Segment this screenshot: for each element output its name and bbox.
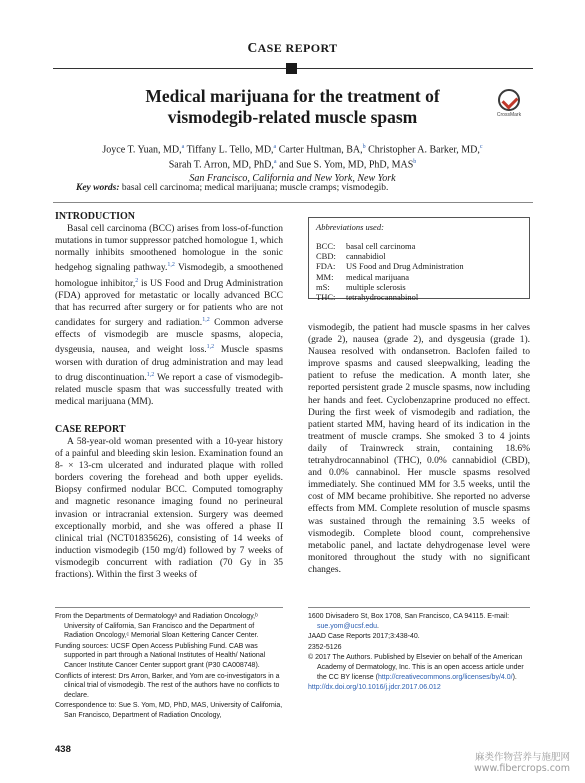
funding-note: Funding sources: UCSF Open Access Publishing Fund. CAB was supported in part through a National Institutes of Health/ National Cancer Institute Cancer Center support grant (P30 CA008748). — [55, 642, 266, 669]
footnote-rule-left — [55, 607, 283, 608]
affiliations-note: From the Departments of Dermatologyᵃ and Radiation Oncology,ᵇ University of California, San Francisco and the Department of Radiation Oncology,ᶜ Memorial Sloan Kettering Cancer Center. — [55, 613, 259, 640]
abbreviation-row: THC: tetrahydrocannabinol — [316, 292, 419, 303]
site-watermark: 麻类作物营养与施肥网 www.fibercrops.com — [473, 752, 570, 774]
author-location: San Francisco, California and New York, New York — [189, 172, 396, 184]
footnotes-right: 1600 Divisadero St, Box 1708, San Francisco, CA 94115. E-mail: sue.yom@ucsf.edu. JAAD Case Reports 2017;3:438-40. 2352-5126 © 2017 The Authors. Published by Elsevier on behalf of the American Academy of Dermatology, Inc. This is an open access article under the CC BY license (http://creativecommons.org/licenses/by/4.0/). http://dx.doi.org/10.1016/j.jdcr.2017.06.012 — [308, 612, 530, 694]
abbreviations-box: Abbreviations used: BCC: basal cell carcinoma CBD: cannabidiol FDA: US Food and Drug Administration MM: medical marijuana mS: multiple sclerosis THC: tetrahydrocannabinol — [308, 217, 530, 299]
abbreviation-row: CBD: cannabidiol — [316, 251, 386, 262]
keywords: Key words: basal cell carcinoma; medical marijuana; muscle cramps; vismodegib. — [76, 183, 389, 193]
abbreviation-row: mS: multiple sclerosis — [316, 281, 406, 292]
page-number: 438 — [55, 744, 71, 755]
conflicts-note: Conflicts of interest: Drs Arron, Barker, and Yom are co-investigators in a clinical trial of vismodegib. The rest of the authors have no conflicts to declare. — [55, 672, 280, 699]
issn: 2352-5126 — [308, 643, 342, 651]
correspondence-note: Correspondence to: Sue S. Yom, MD, PhD, MAS, University of California, San Francisco, Department of Radiation Oncology, — [55, 702, 283, 719]
journal-citation: JAAD Case Reports 2017;3:438-40. — [308, 633, 420, 641]
abbreviations-table — [316, 241, 464, 302]
doi-link[interactable]: http://dx.doi.org/10.1016/j.jdcr.2017.06.012 — [308, 684, 441, 692]
case-report-heading: CASE REPORT — [55, 424, 126, 435]
section-label: CASE REPORT — [247, 40, 338, 55]
abbreviation-row: FDA: US Food and Drug Administration — [316, 261, 464, 272]
email-link[interactable]: sue.yom@ucsf.edu — [317, 622, 378, 630]
abbreviation-row: BCC: basal cell carcinoma — [316, 241, 416, 251]
footnotes-left — [55, 612, 283, 722]
author-list: Joyce T. Yuan, MD,$^a$ Tiffany L. Tello, MD,$^a$ Carter Hultman, BA,$^b$ Christopher A. Barker, MD,$^c$ Sarah T. Arron, MD, PhD,$^a$ and Sue S. Yom, MD, PhD, MAS$^b$ San Francisco, California and New York, New York — [0, 141, 585, 185]
crossmark-label: CrossMark — [496, 112, 522, 118]
article-title: Medical marijuana for the treatment of vismodegib-related muscle spasm — [145, 86, 440, 127]
case-report-text: A 58-year-old woman presented with a 10-year history of a painful and bleeding skin lesion. Examination found an 8- × 13-cm ulcerated and indurated plaque with rolled borders covering the forehead and both upper eyelids. Biopsy confirmed nodular BCC. Computed tomography and magnetic resonance imaging found no perineural invasion or intracranial extension. Surgery was deemed exceptionally morbid, and she was offered a phase II clinical trial (NCT01835626), consisting of 14 weeks of induction vismodegib (150 mg/d) followed by 7 weeks of vismodegib concurrent with radiation (70 Gy in 35 fractions). Within the first 3 weeks of — [55, 437, 283, 581]
case-report-continued-text: vismodegib, the patient had muscle spasms in her calves (grade 2), nausea (grade 2), and dysgeusia (grade 1). Nausea resolved with ondansetron. Baclofen failed to improve spasms and caused sleepwalking, leading the patient to refuse the medication. A month later, she reported persistent grade 2 muscle spasms, now including her hands and feet. Cyclobenzaprine produced no effect. During the first week of vismodegib and radiation, the patient started MM, having heard of its indication in the treatment of muscle cramps. She smoked 3 to 4 joints daily of Trainwreck strain, containing 18.6% tetrahydrocannabinol (THC), 0.0% cannabidiol (CBD), and 0.0% cannabinol. Her muscle spasms resolved immediately. She continued MM for 3.5 weeks, until the cost of MM became prohibitive. She reported no adverse effects from MM. Complete resolution of muscle spasms was sustained through the remaining 3.5 weeks of vismodegib. Complete blood count, comprehensive metabolic panel, and lactate dehydrogenase level were monitored throughout the study with no significant changes. — [308, 323, 530, 575]
introduction-text: Basal cell carcinoma (BCC) arises from loss-of-function mutations in tumor suppressor patched homologue 1, which normally inhibits smoothened homologue in the sonic hedgehog signaling pathway.$^{1,2}$ Vismodegib, a smoothened homologue inhibitor,$^2$ is US Food and Drug Administration (FDA) approved for metastatic or locally advanced BCC that has recurred after surgery or for patients who are not candidates for surgery and radiation.$^{1,2}$ Common adverse effects of vismodegib are muscle spasms, alopecia, dysgeusia, nausea, and weight loss.$^{1,2}$ Muscle spasms worsen with duration of drug administration and may lead to drug discontinuation.$^{1,2}$ We report a case of vismodegib-related muscle spasm that was successfully treated with medical marijuana (MM). — [55, 224, 283, 407]
footnote-rule-right — [308, 607, 530, 608]
header-square-marker — [286, 63, 297, 74]
introduction-heading: INTRODUCTION — [55, 211, 136, 222]
crossmark-icon[interactable] — [498, 89, 520, 111]
keywords-divider — [53, 202, 533, 203]
abbreviation-row: MM: medical marijuana — [316, 271, 410, 282]
license-link[interactable]: http://creativecommons.org/licenses/by/4.0/ — [377, 673, 513, 681]
